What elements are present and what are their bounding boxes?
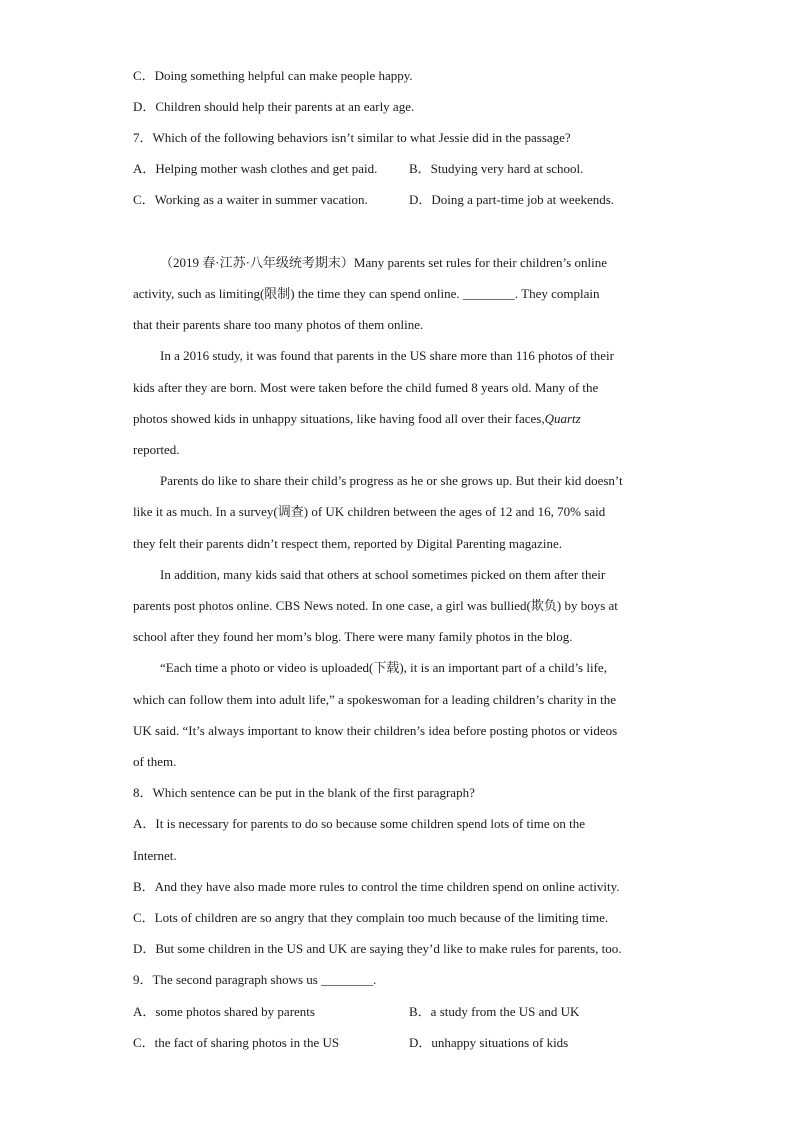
passage-line: activity, such as limiting(限制) the time they can spend online. ________. They complain <box>133 286 600 301</box>
passage-line: photos showed kids in unhappy situations, like having food all over their faces,Quartz <box>133 411 581 426</box>
q8-option-a: A．It is necessary for parents to do so because some children spend lots of time on the <box>133 816 585 831</box>
q8-stem: 8．Which sentence can be put in the blank of the first paragraph? <box>133 785 475 800</box>
q9-stem: 9．The second paragraph shows us ________. <box>133 972 377 987</box>
passage-line: which can follow them into adult life,” a spokeswoman for a leading children’s charity in the <box>133 692 617 707</box>
q9-option-a: A．some photos shared by parents <box>133 1004 315 1019</box>
quartz-italic: Quartz <box>544 411 581 426</box>
q6-option-d: D．Children should help their parents at an early age. <box>133 99 415 114</box>
q7-stem: 7．Which of the following behaviors isn’t similar to what Jessie did in the passage? <box>133 130 571 145</box>
q9-option-b: B．a study from the US and UK <box>409 1004 580 1019</box>
passage-line: In addition, many kids said that others at school sometimes picked on them after their <box>160 567 606 582</box>
q7-option-a: A．Helping mother wash clothes and get paid. <box>133 161 378 176</box>
passage-line: parents post photos online. CBS News noted. In one case, a girl was bullied(欺负) by boys at <box>133 598 618 613</box>
q7-option-c: C．Working as a waiter in summer vacation. <box>133 192 368 207</box>
passage-line: that their parents share too many photos of them online. <box>133 317 424 332</box>
passage-line: reported. <box>133 442 180 457</box>
passage-line: UK said. “It’s always important to know their children’s idea before posting photos or videos <box>133 723 618 738</box>
passage-line: like it as much. In a survey(调查) of UK children between the ages of 12 and 16, 70% said <box>133 504 606 519</box>
q6-option-c: C．Doing something helpful can make people happy. <box>133 68 413 83</box>
passage-line: kids after they are born. Most were taken before the child fumed 8 years old. Many of the <box>133 380 599 395</box>
passage-line: school after they found her mom’s blog. There were many family photos in the blog. <box>133 629 573 644</box>
passage-line: of them. <box>133 754 177 769</box>
q8-option-d: D．But some children in the US and UK are saying they’d like to make rules for parents, too. <box>133 941 622 956</box>
passage-line: “Each time a photo or video is uploaded(下载), it is an important part of a child’s life, <box>160 660 607 675</box>
passage-line: In a 2016 study, it was found that parents in the US share more than 116 photos of their <box>160 348 614 363</box>
q8-option-c: C．Lots of children are so angry that they complain too much because of the limiting time. <box>133 910 609 925</box>
q9-option-d: D．unhappy situations of kids <box>409 1035 569 1050</box>
q9-option-c: C．the fact of sharing photos in the US <box>133 1035 340 1050</box>
passage-line: they felt their parents didn’t respect them, reported by Digital Parenting magazine. <box>133 536 562 551</box>
passage-source-line: （2019 春·江苏·八年级统考期末）Many parents set rules for their children’s online <box>160 255 607 270</box>
passage-line: Parents do like to share their child’s progress as he or she grows up. But their kid doesn’t <box>160 473 623 488</box>
q8-option-a-cont: Internet. <box>133 848 177 863</box>
q7-option-b: B．Studying very hard at school. <box>409 161 584 176</box>
q8-option-b: B．And they have also made more rules to control the time children spend on online activity. <box>133 879 620 894</box>
q7-option-d: D．Doing a part-time job at weekends. <box>409 192 615 207</box>
